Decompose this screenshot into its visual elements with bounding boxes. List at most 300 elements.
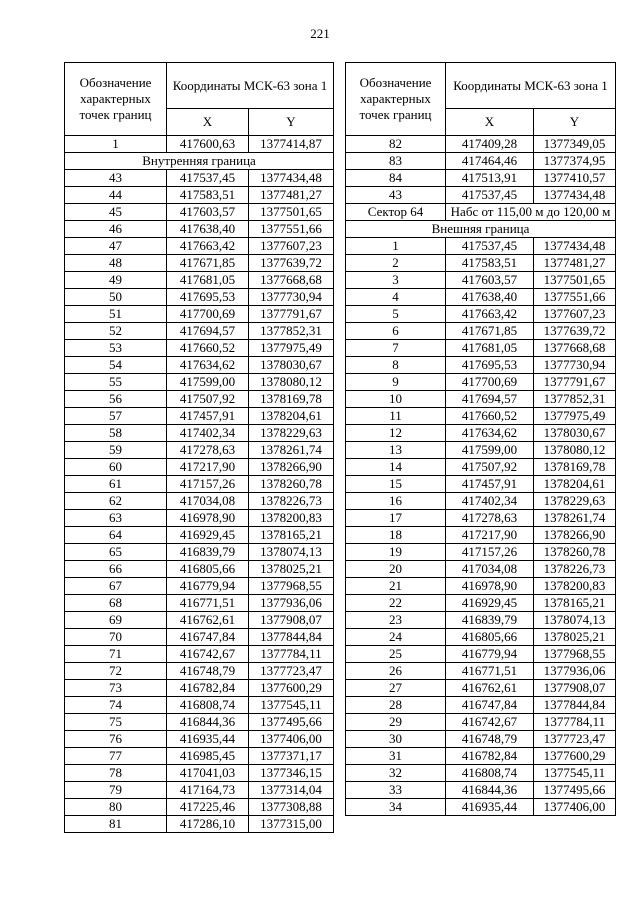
table-row	[65, 595, 334, 612]
table-row	[346, 680, 616, 697]
table-row	[65, 187, 334, 204]
table-row	[65, 340, 334, 357]
x-value: 416935,44	[446, 799, 534, 816]
table-row	[65, 731, 334, 748]
x-value: 417034,08	[446, 561, 534, 578]
point-number: 46	[65, 221, 167, 238]
y-value: 1377434,48	[534, 238, 616, 255]
x-value: 416747,84	[167, 629, 249, 646]
x-value: 416844,36	[446, 782, 534, 799]
point-number: 63	[65, 510, 167, 527]
point-number: 64	[65, 527, 167, 544]
y-value: 1378080,12	[249, 374, 334, 391]
table-row	[346, 527, 616, 544]
y-value: 1377639,72	[249, 255, 334, 272]
point-number: 51	[65, 306, 167, 323]
coords-header: Координаты МСК-63 зона 1	[167, 63, 334, 109]
table-row	[346, 391, 616, 408]
point-number: 9	[346, 374, 446, 391]
x-value: 416929,45	[446, 595, 534, 612]
point-number: 6	[346, 323, 446, 340]
coords-header: Координаты МСК-63 зона 1	[446, 63, 616, 109]
y-value: 1377501,65	[249, 204, 334, 221]
y-value: 1377501,65	[534, 272, 616, 289]
point-number: 76	[65, 731, 167, 748]
x-value: 417225,46	[167, 799, 249, 816]
table-row	[346, 306, 616, 323]
x-value: 417457,91	[446, 476, 534, 493]
point-number: 52	[65, 323, 167, 340]
table-row	[346, 629, 616, 646]
point-number: 55	[65, 374, 167, 391]
table-row	[346, 697, 616, 714]
x-value: 416782,84	[446, 748, 534, 765]
section-label-inner: Внутренняя граница	[65, 153, 334, 170]
point-number: 49	[65, 272, 167, 289]
y-value: 1377551,66	[249, 221, 334, 238]
x-header: X	[167, 109, 249, 136]
x-value: 417507,92	[167, 391, 249, 408]
point-number: 72	[65, 663, 167, 680]
point-number: 24	[346, 629, 446, 646]
y-value: 1378261,74	[249, 442, 334, 459]
y-value: 1377908,07	[249, 612, 334, 629]
y-value: 1378266,90	[249, 459, 334, 476]
y-value: 1378229,63	[249, 425, 334, 442]
point-number: 18	[346, 527, 446, 544]
y-value: 1378074,13	[534, 612, 616, 629]
point-number: 27	[346, 680, 446, 697]
y-value: 1377495,66	[534, 782, 616, 799]
x-value: 417634,62	[167, 357, 249, 374]
y-value: 1378165,21	[249, 527, 334, 544]
x-value: 417217,90	[167, 459, 249, 476]
point-number: 68	[65, 595, 167, 612]
point-number: 60	[65, 459, 167, 476]
y-value: 1377414,87	[249, 136, 334, 153]
table-row	[346, 493, 616, 510]
y-value: 1377791,67	[534, 374, 616, 391]
table-row	[346, 799, 616, 816]
y-value: 1377600,29	[534, 748, 616, 765]
point-number: 21	[346, 578, 446, 595]
point-number: 66	[65, 561, 167, 578]
table-row	[346, 459, 616, 476]
point-number: 43	[346, 187, 446, 204]
y-value: 1378030,67	[534, 425, 616, 442]
table-row	[65, 629, 334, 646]
table-row	[65, 238, 334, 255]
table-row	[346, 476, 616, 493]
table-row	[65, 680, 334, 697]
point-number: 32	[346, 765, 446, 782]
y-value: 1378200,83	[249, 510, 334, 527]
x-value: 416978,90	[167, 510, 249, 527]
table-row	[65, 697, 334, 714]
point-number: 71	[65, 646, 167, 663]
point-number: 10	[346, 391, 446, 408]
table-row	[346, 238, 616, 255]
y-value: 1378030,67	[249, 357, 334, 374]
point-number: 56	[65, 391, 167, 408]
x-value: 417603,57	[167, 204, 249, 221]
table-row	[346, 323, 616, 340]
table-row	[65, 204, 334, 221]
designation-header: Обозначение характерных точек границ	[65, 63, 167, 136]
point-number: 50	[65, 289, 167, 306]
x-value: 417671,85	[167, 255, 249, 272]
x-value: 416808,74	[446, 765, 534, 782]
designation-header: Обозначение характерных точек границ	[346, 63, 446, 136]
table-row	[65, 561, 334, 578]
x-value: 417217,90	[446, 527, 534, 544]
x-value: 417638,40	[167, 221, 249, 238]
point-number: 62	[65, 493, 167, 510]
x-value: 417537,45	[446, 187, 534, 204]
point-number: 54	[65, 357, 167, 374]
x-value: 417457,91	[167, 408, 249, 425]
table-row	[346, 578, 616, 595]
table-row	[65, 255, 334, 272]
x-value: 417286,10	[167, 816, 249, 833]
x-value: 416839,79	[167, 544, 249, 561]
y-value: 1377852,31	[534, 391, 616, 408]
point-number: 48	[65, 255, 167, 272]
y-value: 1377668,68	[249, 272, 334, 289]
point-number: 19	[346, 544, 446, 561]
point-number: 3	[346, 272, 446, 289]
table-row	[346, 782, 616, 799]
y-header: Y	[249, 109, 334, 136]
y-value: 1377406,00	[249, 731, 334, 748]
point-number: 69	[65, 612, 167, 629]
table-row	[65, 306, 334, 323]
table-row	[65, 527, 334, 544]
point-number: 57	[65, 408, 167, 425]
table-row	[346, 357, 616, 374]
table-row	[65, 374, 334, 391]
y-value: 1377349,05	[534, 136, 616, 153]
table-row	[346, 272, 616, 289]
point-number: 58	[65, 425, 167, 442]
x-value: 416782,84	[167, 680, 249, 697]
y-header: Y	[534, 109, 616, 136]
table-row	[346, 153, 616, 170]
y-value: 1377600,29	[249, 680, 334, 697]
point-number: 26	[346, 663, 446, 680]
point-number: 43	[65, 170, 167, 187]
point-number: 4	[346, 289, 446, 306]
table-row	[346, 136, 616, 153]
point-number: 44	[65, 187, 167, 204]
point-number: 25	[346, 646, 446, 663]
table-row	[65, 714, 334, 731]
x-value: 416839,79	[446, 612, 534, 629]
y-value: 1377308,88	[249, 799, 334, 816]
x-value: 417464,46	[446, 153, 534, 170]
table-row	[346, 425, 616, 442]
table-row	[65, 459, 334, 476]
point-number: 81	[65, 816, 167, 833]
y-value: 1377481,27	[534, 255, 616, 272]
point-number: 16	[346, 493, 446, 510]
x-value: 416742,67	[167, 646, 249, 663]
point-number: 61	[65, 476, 167, 493]
x-value: 417695,53	[167, 289, 249, 306]
x-value: 417681,05	[446, 340, 534, 357]
x-value: 417603,57	[446, 272, 534, 289]
x-value: 416808,74	[167, 697, 249, 714]
x-value: 417041,03	[167, 765, 249, 782]
table-row	[65, 323, 334, 340]
coordinates-table-left	[64, 62, 334, 833]
y-value: 1377495,66	[249, 714, 334, 731]
table-row	[346, 663, 616, 680]
point-number: 20	[346, 561, 446, 578]
y-value: 1377968,55	[534, 646, 616, 663]
y-value: 1377545,11	[534, 765, 616, 782]
table-row	[346, 510, 616, 527]
point-number: 78	[65, 765, 167, 782]
y-value: 1377784,11	[534, 714, 616, 731]
y-value: 1377406,00	[534, 799, 616, 816]
table-row	[346, 170, 616, 187]
table-row	[346, 748, 616, 765]
table-row	[65, 408, 334, 425]
x-value: 416805,66	[167, 561, 249, 578]
table-row	[346, 646, 616, 663]
x-value: 416985,45	[167, 748, 249, 765]
x-value: 417694,57	[167, 323, 249, 340]
y-value: 1377481,27	[249, 187, 334, 204]
table-row	[65, 816, 334, 833]
table-row	[65, 612, 334, 629]
x-value: 417402,34	[446, 493, 534, 510]
y-value: 1377730,94	[249, 289, 334, 306]
table-row	[65, 170, 334, 187]
x-value: 417278,63	[446, 510, 534, 527]
y-value: 1377551,66	[534, 289, 616, 306]
point-number: 75	[65, 714, 167, 731]
x-value: 416978,90	[446, 578, 534, 595]
table-row	[65, 799, 334, 816]
point-number: 47	[65, 238, 167, 255]
table-row	[346, 255, 616, 272]
table-row	[346, 544, 616, 561]
point-number: 12	[346, 425, 446, 442]
y-value: 1377723,47	[249, 663, 334, 680]
table-row	[65, 748, 334, 765]
y-value: 1377434,48	[249, 170, 334, 187]
point-number: 15	[346, 476, 446, 493]
point-number: 5	[346, 306, 446, 323]
y-value: 1378261,74	[534, 510, 616, 527]
table-row	[346, 374, 616, 391]
y-value: 1378200,83	[534, 578, 616, 595]
y-value: 1378165,21	[534, 595, 616, 612]
y-value: 1378260,78	[534, 544, 616, 561]
point-number: 34	[346, 799, 446, 816]
point-number: 74	[65, 697, 167, 714]
section-label-outer: Внешняя граница	[346, 221, 616, 238]
y-value: 1378226,73	[249, 493, 334, 510]
y-value: 1377936,06	[249, 595, 334, 612]
point-number: 1	[346, 238, 446, 255]
table-row	[346, 765, 616, 782]
table-row	[346, 612, 616, 629]
y-value: 1377975,49	[249, 340, 334, 357]
table-row	[65, 289, 334, 306]
point-number: 23	[346, 612, 446, 629]
x-value: 416779,94	[167, 578, 249, 595]
point-number: 2	[346, 255, 446, 272]
y-value: 1378226,73	[534, 561, 616, 578]
x-value: 417700,69	[167, 306, 249, 323]
point-number: 80	[65, 799, 167, 816]
y-value: 1377434,48	[534, 187, 616, 204]
x-value: 416748,79	[167, 663, 249, 680]
point-number: 29	[346, 714, 446, 731]
x-value: 417034,08	[167, 493, 249, 510]
point-number: 77	[65, 748, 167, 765]
y-value: 1378074,13	[249, 544, 334, 561]
y-value: 1378204,61	[249, 408, 334, 425]
point-number: 7	[346, 340, 446, 357]
x-value: 417634,62	[446, 425, 534, 442]
x-value: 417537,45	[167, 170, 249, 187]
y-value: 1377607,23	[249, 238, 334, 255]
y-value: 1377668,68	[534, 340, 616, 357]
point-number: 13	[346, 442, 446, 459]
sector-height-range: Набс от 115,00 м до 120,00 м	[446, 204, 616, 221]
y-value: 1377730,94	[534, 357, 616, 374]
table-row	[65, 476, 334, 493]
point-number: 31	[346, 748, 446, 765]
x-value: 417164,73	[167, 782, 249, 799]
y-value: 1377844,84	[534, 697, 616, 714]
table-row	[346, 340, 616, 357]
y-value: 1377975,49	[534, 408, 616, 425]
x-value: 416779,94	[446, 646, 534, 663]
y-value: 1378080,12	[534, 442, 616, 459]
x-value: 416742,67	[446, 714, 534, 731]
x-value: 417599,00	[167, 374, 249, 391]
x-value: 417660,52	[167, 340, 249, 357]
point-number: 83	[346, 153, 446, 170]
table-row	[65, 578, 334, 595]
y-value: 1377315,00	[249, 816, 334, 833]
page-number: 221	[310, 26, 330, 41]
table-row	[65, 221, 334, 238]
table-row	[346, 595, 616, 612]
table-row	[346, 714, 616, 731]
y-value: 1377844,84	[249, 629, 334, 646]
y-value: 1377371,17	[249, 748, 334, 765]
point-number: 8	[346, 357, 446, 374]
y-value: 1377791,67	[249, 306, 334, 323]
y-value: 1377908,07	[534, 680, 616, 697]
x-value: 417583,51	[167, 187, 249, 204]
y-value: 1378204,61	[534, 476, 616, 493]
point-number: 17	[346, 510, 446, 527]
point-number: 82	[346, 136, 446, 153]
x-value: 416805,66	[446, 629, 534, 646]
x-value: 417537,45	[446, 238, 534, 255]
point-number: 79	[65, 782, 167, 799]
point-number: 22	[346, 595, 446, 612]
point-number: 14	[346, 459, 446, 476]
point-number: 45	[65, 204, 167, 221]
x-value: 416844,36	[167, 714, 249, 731]
table-row	[65, 510, 334, 527]
y-value: 1377784,11	[249, 646, 334, 663]
x-value: 417278,63	[167, 442, 249, 459]
point-number: 84	[346, 170, 446, 187]
y-value: 1378169,78	[249, 391, 334, 408]
y-value: 1378025,21	[534, 629, 616, 646]
point-number: 1	[65, 136, 167, 153]
point-number: 33	[346, 782, 446, 799]
point-number: 59	[65, 442, 167, 459]
table-row	[346, 289, 616, 306]
x-value: 417583,51	[446, 255, 534, 272]
y-value: 1378260,78	[249, 476, 334, 493]
x-value: 417157,26	[446, 544, 534, 561]
x-value: 417660,52	[446, 408, 534, 425]
point-number: 67	[65, 578, 167, 595]
y-value: 1377346,15	[249, 765, 334, 782]
x-value: 416771,51	[167, 595, 249, 612]
table-row	[65, 493, 334, 510]
y-value: 1377936,06	[534, 663, 616, 680]
y-value: 1377968,55	[249, 578, 334, 595]
y-value: 1377314,04	[249, 782, 334, 799]
coordinates-table-right	[345, 62, 616, 816]
y-value: 1377639,72	[534, 323, 616, 340]
table-row	[346, 731, 616, 748]
point-number: 70	[65, 629, 167, 646]
y-value: 1378025,21	[249, 561, 334, 578]
table-row	[65, 442, 334, 459]
x-value: 417600,63	[167, 136, 249, 153]
table-row	[65, 544, 334, 561]
table-row	[346, 408, 616, 425]
table-row	[65, 391, 334, 408]
x-value: 417513,91	[446, 170, 534, 187]
x-value: 416935,44	[167, 731, 249, 748]
sector-label: Сектор 64	[346, 204, 446, 221]
point-number: 65	[65, 544, 167, 561]
point-number: 30	[346, 731, 446, 748]
y-value: 1378229,63	[534, 493, 616, 510]
table-row	[346, 561, 616, 578]
x-value: 417507,92	[446, 459, 534, 476]
table-row	[65, 663, 334, 680]
x-value: 416929,45	[167, 527, 249, 544]
x-value: 417409,28	[446, 136, 534, 153]
table-row	[346, 187, 616, 204]
x-value: 417681,05	[167, 272, 249, 289]
y-value: 1377607,23	[534, 306, 616, 323]
x-value: 417402,34	[167, 425, 249, 442]
x-value: 416747,84	[446, 697, 534, 714]
table-row	[65, 646, 334, 663]
y-value: 1378266,90	[534, 527, 616, 544]
x-value: 416771,51	[446, 663, 534, 680]
y-value: 1377410,57	[534, 170, 616, 187]
x-value: 416762,61	[446, 680, 534, 697]
table-row	[65, 782, 334, 799]
